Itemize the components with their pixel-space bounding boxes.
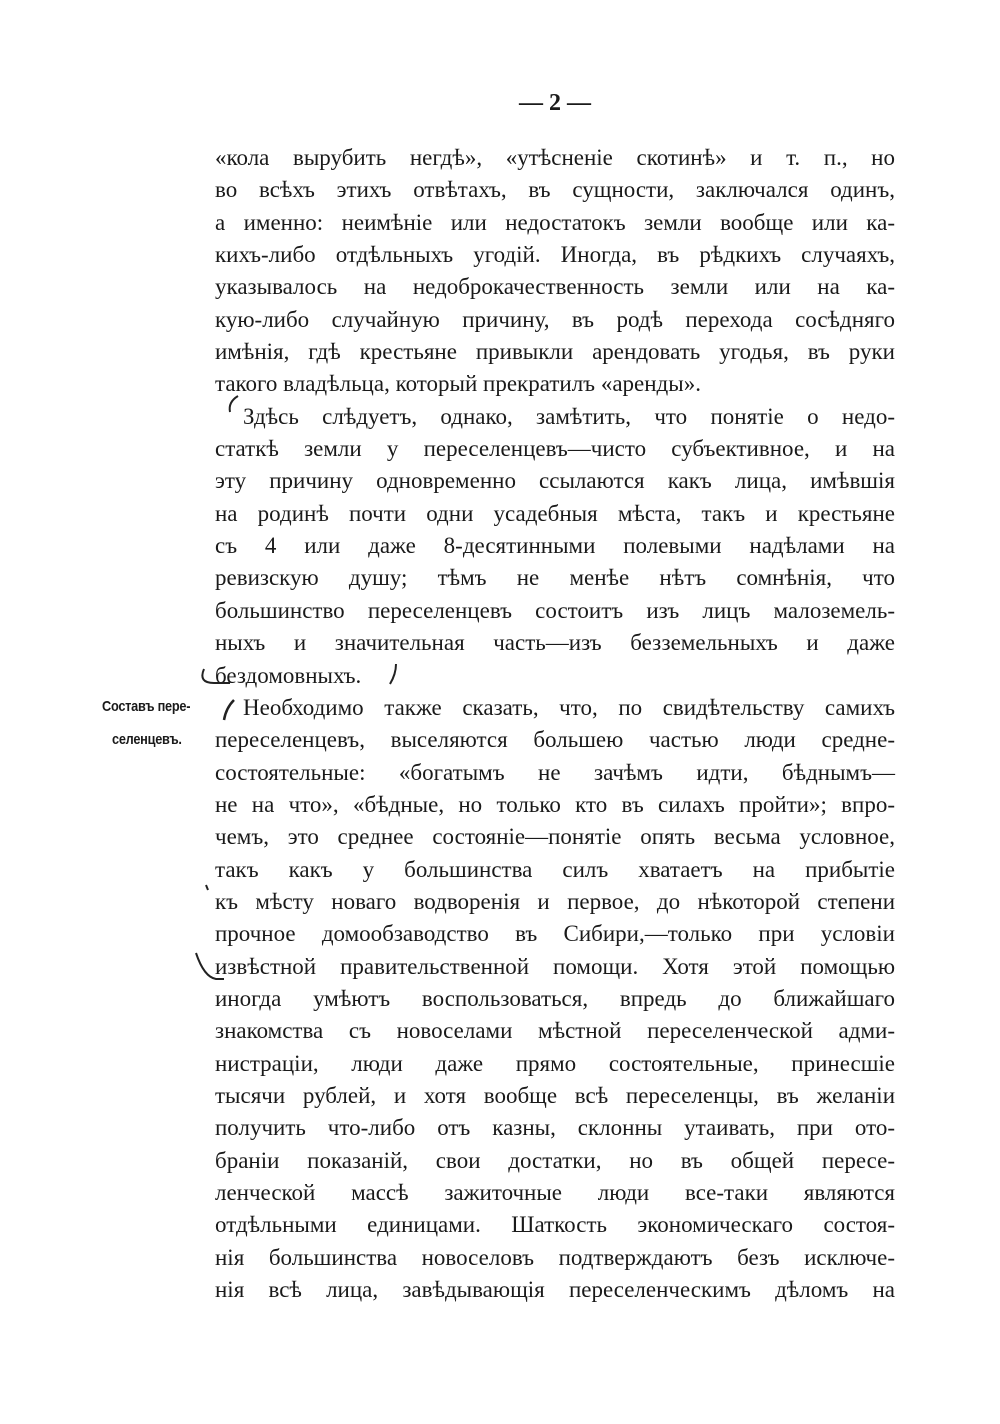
text-line: ныхъ и значительная часть—изъ безземельныхъ и даже — [215, 630, 895, 656]
text-line: нистраціи, люди даже прямо состоятельные, принесшіе — [215, 1050, 895, 1076]
text-line: большинство переселенцевъ состоитъ изъ лицъ малоземель- — [215, 597, 895, 623]
page-number: — 2 — — [519, 90, 591, 116]
text-line: кую-либо случайную причину, въ родѣ перехода сосѣдняго — [215, 306, 895, 332]
text-line: такъ какъ у большинства силъ хватаетъ на прибытіе — [215, 856, 895, 882]
pencil-mark — [206, 885, 208, 890]
text-line: на родинѣ почти одни усадебныя мѣста, такъ и крестьяне — [215, 500, 895, 526]
text-line: Необходимо также сказать, что, по свидѣтельству самихъ — [243, 694, 895, 720]
text-line: тысячи рублей, и хотя вообще всѣ переселенцы, въ желаніи — [215, 1082, 895, 1108]
text-line: нія большинства новоселовъ подтверждаютъ безъ исключе- — [215, 1244, 895, 1270]
text-line: съ 4 или даже 8-десятинными полевыми надѣлами на — [215, 533, 895, 559]
text-line: переселенцевъ, выселяются большею частью люди средне- — [215, 727, 895, 753]
text-line: ленческой массѣ зажиточные люди все-таки являются — [215, 1180, 895, 1205]
text-line: извѣстной правительственной помощи. Хотя этой помощью — [215, 953, 895, 979]
text-line: такого владѣльца, который прекратилъ «аренды». — [215, 371, 701, 397]
text-line: получить что-либо отъ казны, склонны утаивать, при ото- — [215, 1115, 895, 1141]
pencil-mark — [196, 953, 224, 979]
pencil-mark — [202, 669, 230, 683]
text-line: браніи показаній, свои достатки, но въ общей пересе- — [215, 1147, 895, 1173]
text-line: указывалось на недоброкачественность земли или на ка- — [215, 274, 895, 300]
margin-note-line-1: Составъ пере- — [102, 698, 191, 715]
text-line: во всѣхъ этихъ отвѣтахъ, въ сущности, заключался одинъ, — [215, 177, 895, 203]
text-line: отдѣльными единицами. Шаткость экономическаго состоя- — [215, 1212, 895, 1238]
text-line: Здѣсь слѣдуетъ, однако, замѣтить, что понятіе о недо- — [243, 403, 895, 429]
text-line: состоятельные: «богатымъ не зачѣмъ идти, бѣднымъ— — [215, 759, 895, 785]
pencil-mark — [224, 700, 234, 720]
text-line: кихъ-либо отдѣльныхъ угодій. Иногда, въ рѣдкихъ случаяхъ, — [215, 242, 895, 268]
text-line: нія всѣ лица, завѣдывающія переселенческимъ дѣломъ на — [215, 1277, 895, 1303]
text-line: не на что», «бѣдные, но только кто въ силахъ пройти»; впро- — [215, 791, 895, 817]
text-line: иногда умѣютъ воспользоваться, впредь до ближайшаго — [215, 985, 895, 1011]
text-line: статкѣ земли у переселенцевъ—чисто субъективное, и на — [215, 436, 895, 462]
text-line: ревизскую душу; тѣмъ не менѣе нѣтъ сомнѣнія, что — [215, 565, 895, 591]
text-line: эту причину одновременно ссылаются какъ лица, имѣвшія — [215, 468, 895, 494]
text-line: а именно: неимѣніе или недостатокъ земли вообще или ка- — [215, 209, 895, 235]
margin-note-line-2: селенцевъ. — [112, 731, 182, 748]
pencil-mark — [390, 664, 396, 684]
text-line: «кола вырубить негдѣ», «утѣсненіе скотинѣ» и т. п., но — [215, 145, 895, 170]
pencil-mark — [230, 396, 238, 412]
text-line: бездомовныхъ. — [215, 662, 362, 688]
text-line: имѣнія, гдѣ крестьяне привыкли арендовать угодья, въ руки — [215, 339, 895, 365]
text-line: къ мѣсту новаго водворенія и первое, до нѣкоторой степени — [215, 888, 895, 914]
text-line: знакомства съ новоселами мѣстной переселенческой адми- — [215, 1018, 895, 1044]
text-line: прочное домообзаводство въ Сибири,—только при условіи — [215, 921, 895, 947]
text-line: чемъ, это среднее состояніе—понятіе опять весьма условное, — [215, 824, 895, 850]
